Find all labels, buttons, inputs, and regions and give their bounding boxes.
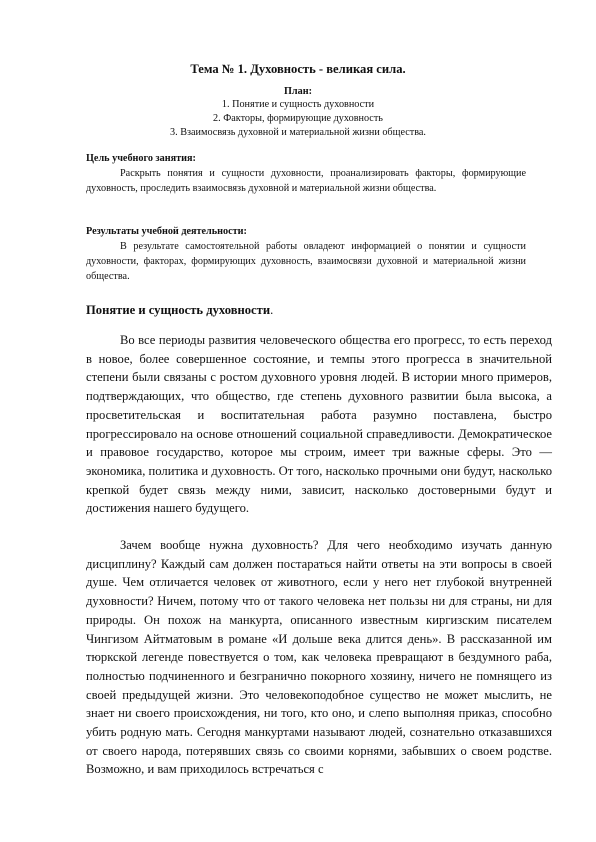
section-heading [86,303,273,318]
results-text: В результате самостоятельной работы овладеют информацией о понятии и сущности духовности, факторах, формирующих духовность, взаимосвязи духовной и материальной жизни общества. [86,241,526,282]
section-heading-dot: . [270,303,274,317]
plan-list [0,98,596,140]
plan-item: 2. Факторы, формирующие духовность [213,113,383,124]
document-title: Тема № 1. Духовность - великая сила. [190,62,406,76]
body-paragraph-2: Зачем вообще нужна духовность? Для чего необходимо изучать данную дисциплину? Каждый сам должен постараться найти ответы на эти вопросы в своей душе. Чем отличается человек от животного, если у него нет глубокой внутренней духовности? Ничем, потому что от такого человека нет пользы ни для страны, ни для природы. Он похож на манкурта, описанного известным киргизским писателем Чингизом Айтматовым в романе «И дольше века длится день». В рассказанной им тюркской легенде повествуется о том, как человека превращают в бездумного раба, полностью подчиненного и безгранично покорного хозяину, ничего не помнящего из своей предыдущей жизни. Это человекоподобное существо не может мыслить, не знает ни своего происхождения, ни того, кто оно, и слепо выполняя приказ, способно убить родную мать. Сегодня манкуртами называют людей, сознательно отказавшихся от своего народа, потерявших связь со своими корнями, забывших о своем родстве. Возможно, и вам приходилось встречаться с [86,538,552,777]
body-paragraph-1: Во все периоды развития человеческого общества его прогресс, то есть переход в новое, более совершенное состояние, и темпы этого прогресса в значительной степени были связаны с ростом духовного уровня людей. В истории много примеров, подтверждающих, что общество, где степень духовного развитии была высока, а просветительская и воспитательная работа разумно поставлена, быстро прогрессировало на основе отношений социальной справедливости. Демократическое и правовое государство, которое мы строим, имеет три важные сферы. Это — экономика, политика и духовность. От того, насколько прочными они будут, насколько крепкой будет связь между ними, зависит, насколько достоверными будут и достижения нашего будущего. [86,333,552,516]
goal-text: Раскрыть понятия и сущности духовности, проанализировать факторы, формирующие духовность, проследить взаимосвязь духовной и материальной жизни общества. [86,168,526,194]
plan-item: 1. Понятие и сущность духовности [221,99,375,110]
goal-heading: Цель учебного занятия: [86,153,196,164]
plan-heading: План: [284,86,312,97]
plan-item: 3. Взаимосвязь духовной и материальной жизни общества. [170,127,426,138]
section-heading-text: Понятие и сущность духовности [86,303,271,317]
results-heading: Результаты учебной деятельности: [86,226,247,237]
